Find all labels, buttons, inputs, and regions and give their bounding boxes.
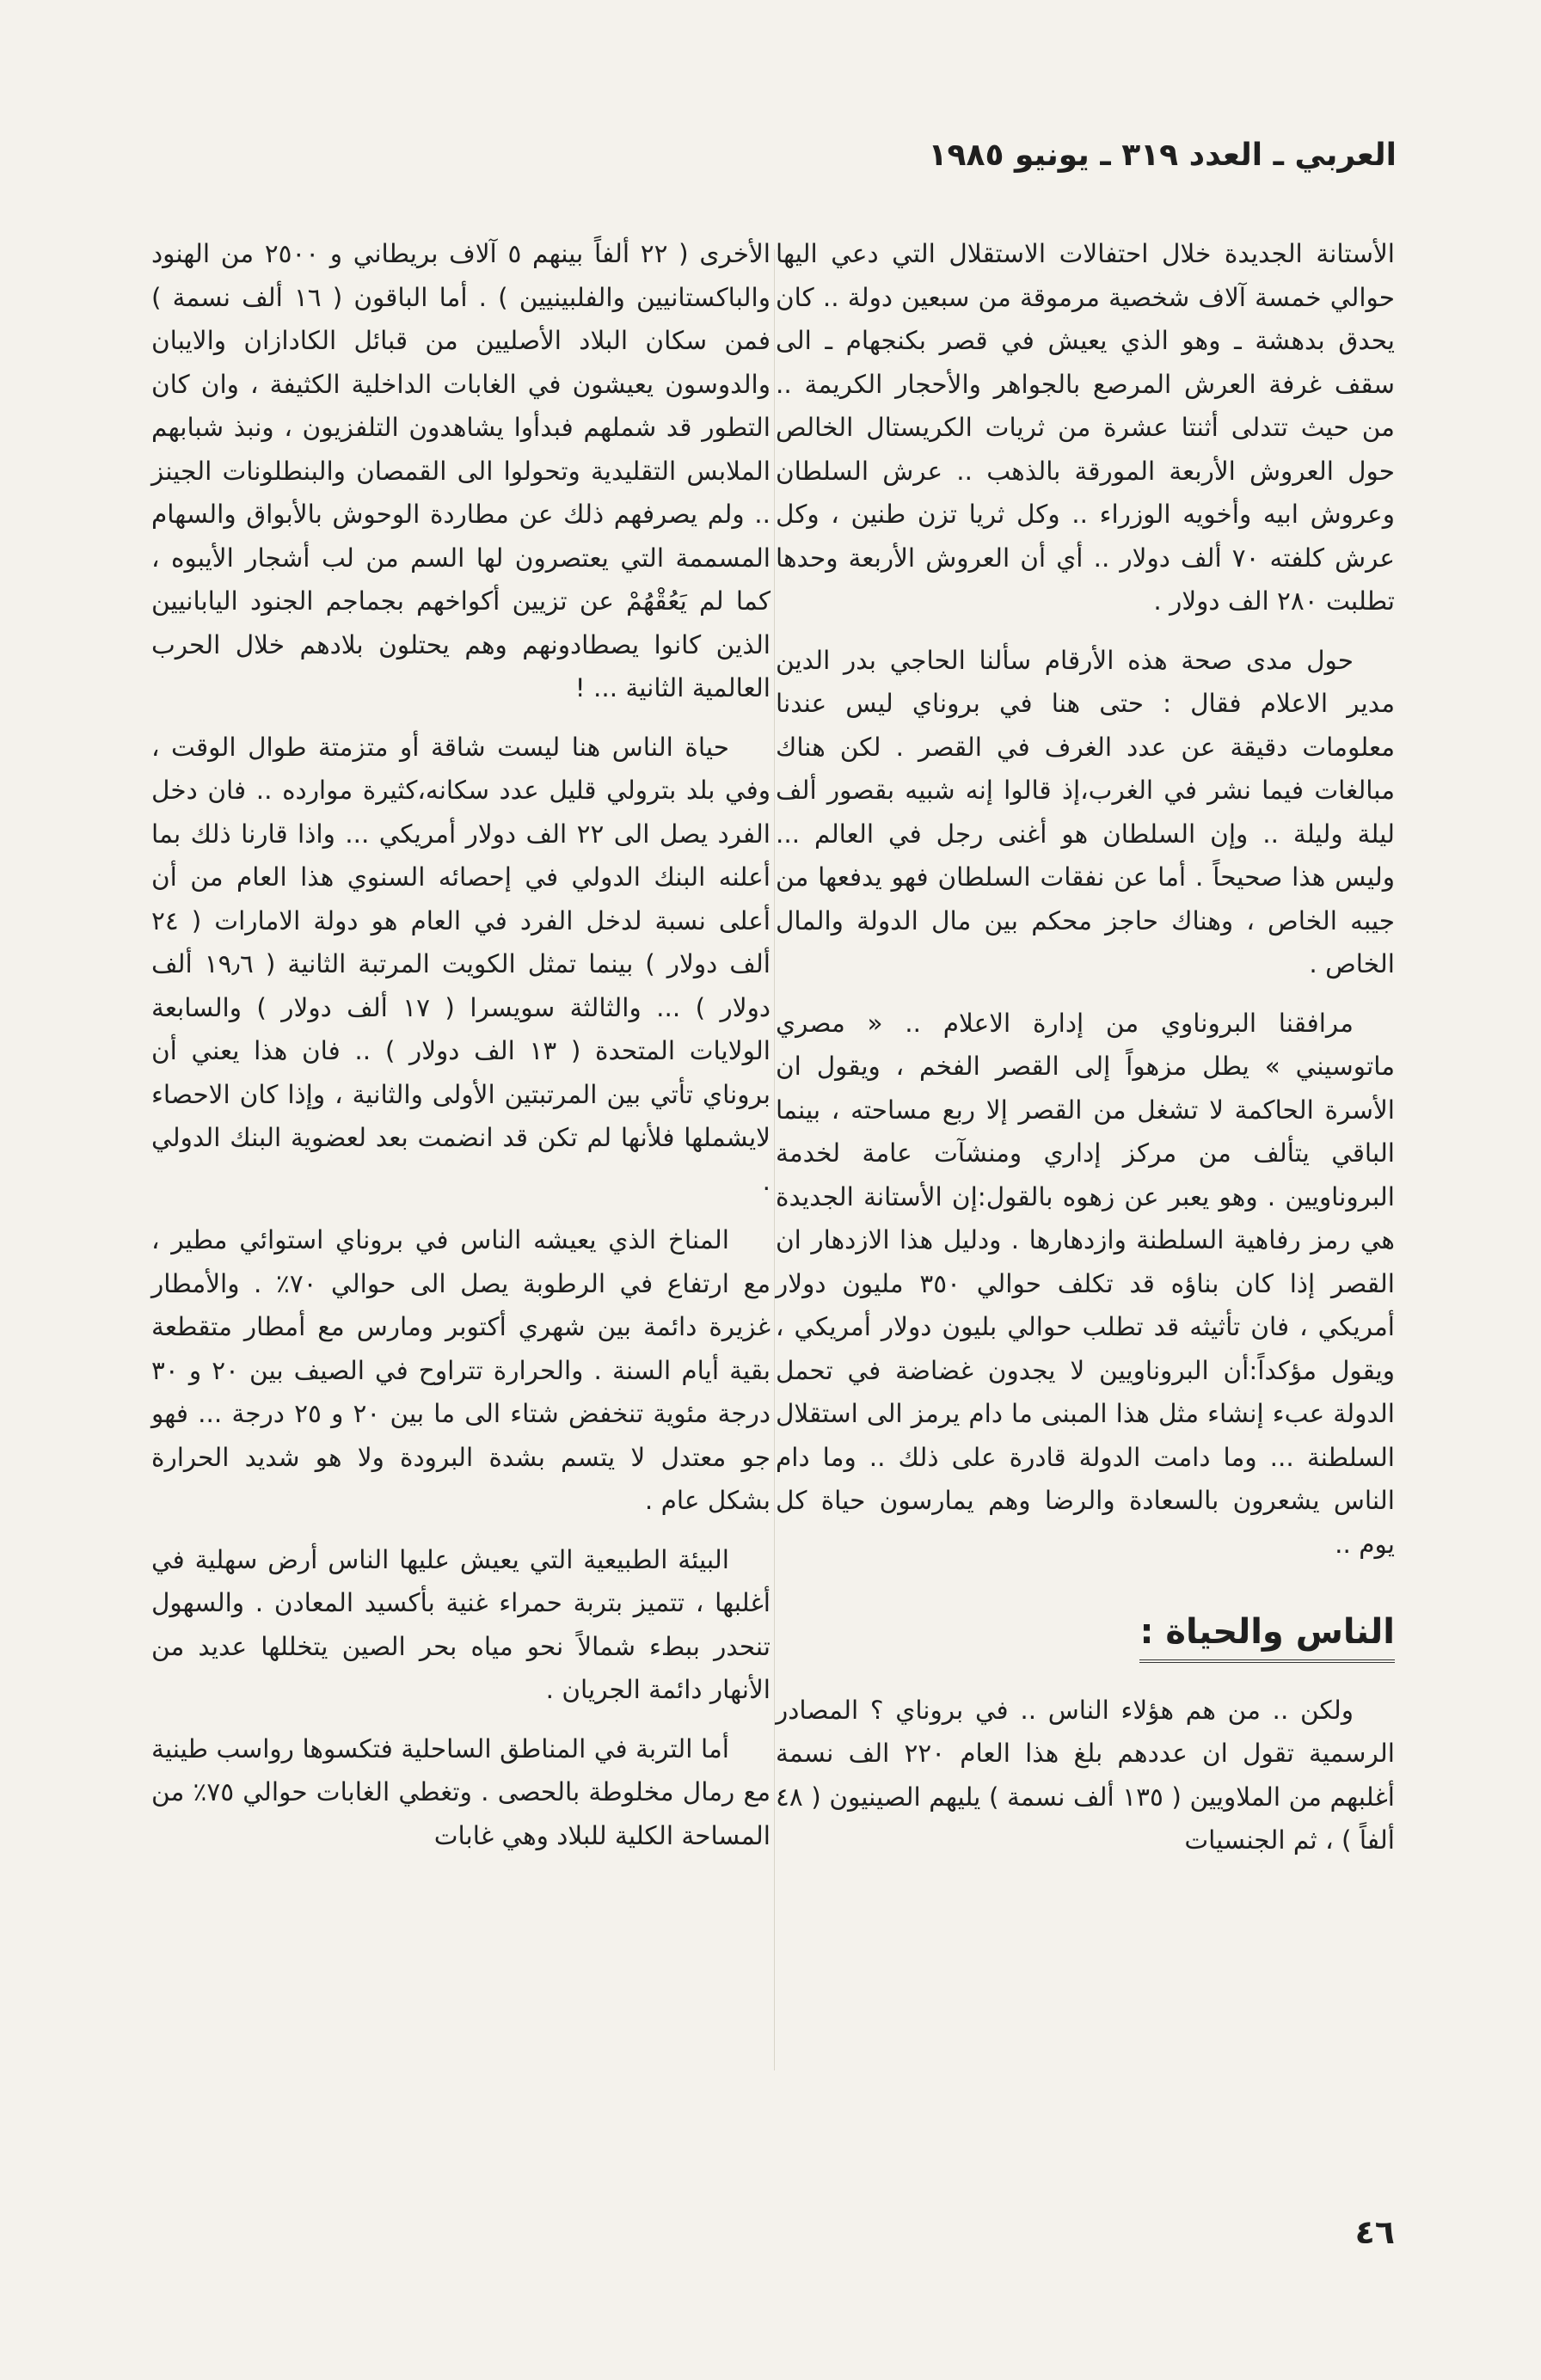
column-divider (774, 249, 775, 2070)
paragraph: الأستانة الجديدة خلال احتفالات الاستقلال التي دعي اليها حوالي خمسة آلاف شخصية مرموقة من سبعين دولة .. كان يحدق بدهشة ـ وهو الذي يعيش في قصر بكنجهام ـ الى سقف غرفة العرش المرصع بالجواهر والأحجار الكريمة .. من حيث تتدلى أثنتا عشرة من ثريات الكريستال الخالص حول العروش الأربعة المورقة بالذهب .. عرش السلطان وعروش ابيه وأخويه الوزراء .. وكل ثريا تزن طنين ، وكل عرش كلفته ٧٠ ألف دولار .. أي أن العروش الأربعة وحدها تطلبت ٢٨٠ الف دولار . (776, 239, 1395, 616)
paragraph: ولكن .. من هم هؤلاء الناس .. في بروناي ؟ المصادر الرسمية تقول ان عددهم بلغ هذا العام ٢٢٠ الف نسمة أغلبهم من الملاويين ( ١٣٥ ألف نسمة ) يليهم الصينيون ( ٤٨ ألفاً ) ، ثم الجنسيات (776, 1695, 1396, 1855)
right-column (776, 232, 1395, 1878)
section-heading: الناس والحياة : (1139, 1610, 1395, 1663)
running-header: العربي ـ العدد ٣١٩ ـ يونيو ١٩٨٥ (928, 138, 1397, 173)
paragraph: المناخ الذي يعيشه الناس في بروناي استوائي مطير ، مع ارتفاع في الرطوبة يصل الى حوالي ٧٠٪ . والأمطار غزيرة دائمة بين شهري أكتوبر ومارس مع أمطار متقطعة بقية أيام السنة . والحرارة تتراوح في الصيف بين ٢٠ و ٣٠ درجة مئوية تنخفض شتاء الى ما بين ٢٠ و ٢٥ درجة ... فهو جو معتدل لا يتسم بشدة البرودة ولا هو شديد الحرارة بشكل عام . (151, 1225, 771, 1515)
paragraph: حياة الناس هنا ليست شاقة أو متزمتة طوال الوقت ، وفي بلد بترولي قليل عدد سكانه،كثيرة موارده .. فان دخل الفرد يصل الى ٢٢ الف دولار أمريكي ... واذا قارنا ذلك بما أعلنه البنك الدولي في إحصائه السنوي هذا العام من أن أعلى نسبة لدخل الفرد في العام هو دولة الامارات ( ٢٤ ألف دولار ) بينما تمثل الكويت المرتبة الثانية ( ١٩٫٦ ألف دولار ) ... والثالثة سويسرا ( ١٧ ألف دولار ) والسابعة الولايات المتحدة ( ١٣ الف دولار ) .. فان هذا يعني أن بروناي تأتي بين المرتبتين الأولى والثانية ، وإذا كان الاحصاء لايشملها فلأنها لم تكن قد انضمت بعد لعضوية البنك الدولي . (151, 732, 770, 1196)
paragraph: مرافقنا البروناوي من إدارة الاعلام .. « مصري ماتوسيني » يطل مزهواً إلى القصر الفخم ، ويقول ان الأسرة الحاكمة لا تشغل من القصر إلا ربع مساحته ، بينما الباقي يتألف من مركز إداري ومنشآت عامة لخدمة البروناويين . وهو يعبر عن زهوه بالقول:إن الأستانة الجديدة هي رمز رفاهية السلطنة وازدهارها . ودليل هذا الازدهار ان القصر إذا كان بناؤه قد تكلف حوالي ٣٥٠ مليون دولار أمريكي ، فان تأثيثه قد تطلب حوالي بليون دولار أمريكي ، ويقول مؤكداً:أن البروناويين لا يجدون غضاضة في تحمل الدولة عبء إنشاء مثل هذا المبنى ما دام يرمز الى استقلال السلطنة ... وما دامت الدولة قادرة على ذلك .. وما دام الناس يشعرون بالسعادة والرضا وهم يمارسون حياة كل يوم .. (776, 1008, 1395, 1559)
page-number: ٤٦ (1354, 2213, 1395, 2251)
left-column (151, 232, 770, 1873)
paragraph: حول مدى صحة هذه الأرقام سألنا الحاجي بدر الدين مدير الاعلام فقال : حتى هنا في بروناي ليس عندنا معلومات دقيقة عن عدد الغرف في القصر . لكن هناك مبالغات فيما نشر في الغرب،إذ قالوا إنه شبيه بقصور ألف ليلة وليلة .. وإن السلطان هو أغنى رجل في العالم ... وليس هذا صحيحاً . أما عن نفقات السلطان فهو يدفعها من جيبه الخاص ، وهناك حاجز محكم بين مال الدولة والمال الخاص . (776, 645, 1395, 978)
paragraph: الأخرى ( ٢٢ ألفاً بينهم ٥ آلاف بريطاني و ٢٥٠٠ من الهنود والباكستانيين والفلبينيين ) . أما الباقون ( ١٦ ألف نسمة ) فمن سكان البلاد الأصليين من قبائل الكادازان والايبان والدوسون يعيشون في الغابات الداخلية الكثيفة ، وان كان التطور قد شملهم فبدأوا يشاهدون التلفزيون ، ونبذ شبابهم الملابس التقليدية وتحولوا الى القمصان والبنطلونات الجينز .. ولم يصرفهم ذلك عن مطاردة الوحوش بالأبواق والسهام المسممة التي يعتصرون لها السم من لب أشجار الأيبوه ، كما لم يَعُقْهُمْ عن تزيين أكواخهم بجماجم الجنود اليابانيين الذين كانوا يصطادونهم وهم يحتلون بلادهم خلال الحرب العالمية الثانية ... ! (151, 239, 771, 702)
paragraph: البيئة الطبيعية التي يعيش عليها الناس أرض سهلية في أغلبها ، تتميز بتربة حمراء غنية بأكسيد المعادن . والسهول تنحدر ببطء شمالاً نحو مياه بحر الصين يتخللها عديد من الأنهار دائمة الجريان . (151, 1544, 770, 1704)
paragraph: أما التربة في المناطق الساحلية فتكسوها رواسب طينية مع رمال مخلوطة بالحصى . وتغطي الغابات حوالي ٧٥٪ من المساحة الكلية للبلاد وهي غابات (151, 1733, 771, 1850)
